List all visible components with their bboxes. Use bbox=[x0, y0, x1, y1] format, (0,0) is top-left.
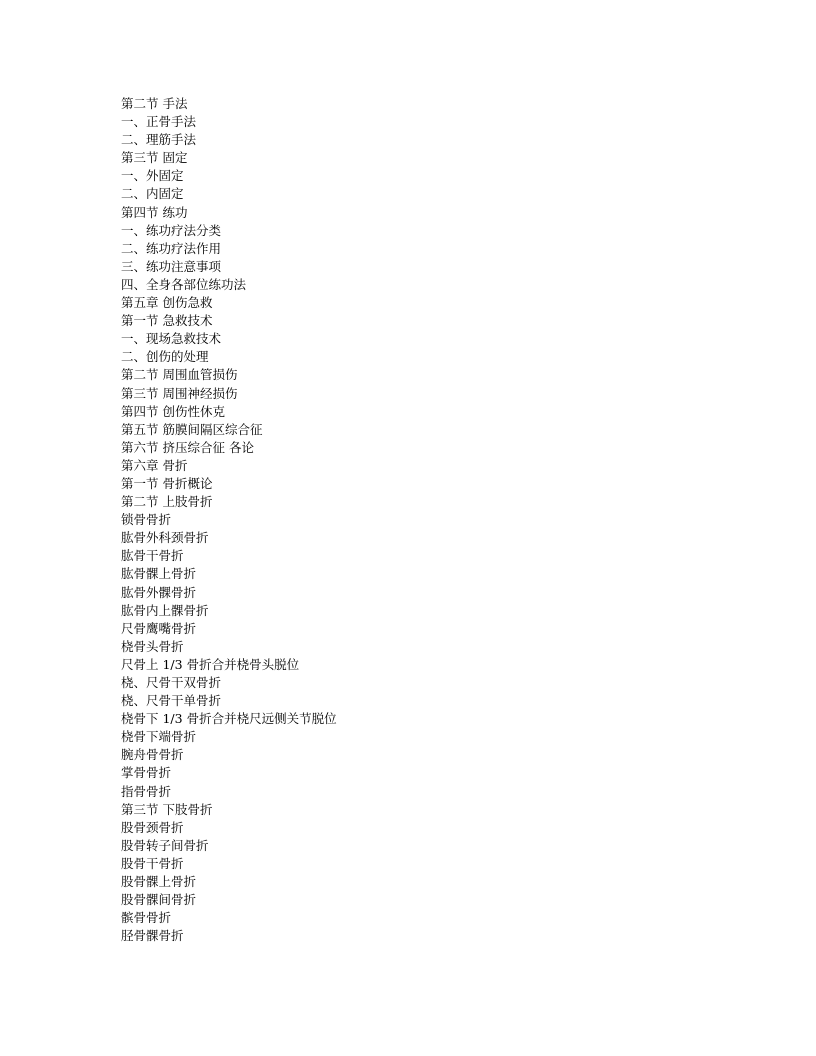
toc-line: 桡骨头骨折 bbox=[121, 638, 184, 654]
toc-line: 桡骨下端骨折 bbox=[121, 729, 197, 745]
toc-line: 肱骨髁上骨折 bbox=[121, 566, 197, 582]
toc-line: 一、外固定 bbox=[121, 168, 184, 184]
toc-line: 第二节 周围血管损伤 bbox=[121, 367, 238, 383]
toc-line: 第四节 创伤性休克 bbox=[121, 403, 225, 419]
toc-line: 肱骨内上髁骨折 bbox=[121, 602, 209, 618]
toc-line: 二、练功疗法作用 bbox=[121, 240, 222, 256]
toc-line: 四、全身各部位练功法 bbox=[121, 276, 247, 292]
toc-line: 肱骨外科颈骨折 bbox=[121, 530, 209, 546]
table-of-contents bbox=[121, 95, 337, 945]
toc-line: 第六章 骨折 bbox=[121, 457, 188, 473]
toc-line: 第二节 手法 bbox=[121, 96, 188, 111]
toc-line: 掌骨骨折 bbox=[121, 765, 172, 781]
toc-line: 第一节 急救技术 bbox=[121, 313, 213, 329]
toc-line: 桡骨下 1/3 骨折合并桡尺远侧关节脱位 bbox=[121, 711, 337, 727]
toc-line: 第四节 练功 bbox=[121, 204, 188, 220]
toc-line: 肱骨干骨折 bbox=[121, 548, 184, 564]
toc-line: 髌骨骨折 bbox=[121, 910, 172, 926]
toc-line: 第五章 创伤急救 bbox=[121, 295, 213, 311]
toc-line: 指骨骨折 bbox=[121, 783, 172, 799]
toc-line: 股骨髁间骨折 bbox=[121, 892, 197, 908]
toc-line: 一、现场急救技术 bbox=[121, 331, 222, 347]
toc-line: 桡、尺骨干双骨折 bbox=[121, 675, 222, 690]
toc-line: 第三节 周围神经损伤 bbox=[121, 385, 238, 401]
toc-line: 第五节 筋膜间隔区综合征 bbox=[121, 421, 263, 437]
toc-line: 第三节 固定 bbox=[121, 150, 188, 166]
toc-line: 桡、尺骨干单骨折 bbox=[121, 693, 222, 709]
toc-line: 二、内固定 bbox=[121, 186, 184, 202]
toc-line: 第六节 挤压综合征 各论 bbox=[121, 439, 254, 455]
toc-line: 尺骨上 1/3 骨折合并桡骨头脱位 bbox=[121, 656, 300, 672]
toc-line: 三、练功注意事项 bbox=[121, 258, 222, 274]
toc-line: 第三节 下肢骨折 bbox=[121, 801, 213, 817]
toc-line: 股骨转子间骨折 bbox=[121, 837, 209, 853]
toc-line: 二、创伤的处理 bbox=[121, 349, 209, 365]
toc-line: 一、正骨手法 bbox=[121, 114, 197, 130]
toc-line: 股骨干骨折 bbox=[121, 855, 184, 871]
toc-line: 第二节 上肢骨折 bbox=[121, 494, 213, 510]
toc-line: 股骨髁上骨折 bbox=[121, 874, 197, 890]
toc-line: 锁骨骨折 bbox=[121, 512, 172, 528]
toc-line: 第一节 骨折概论 bbox=[121, 475, 213, 491]
toc-line: 胫骨髁骨折 bbox=[121, 928, 184, 944]
toc-line: 二、理筋手法 bbox=[121, 132, 197, 148]
toc-line: 一、练功疗法分类 bbox=[121, 222, 222, 238]
toc-line: 腕舟骨骨折 bbox=[121, 747, 184, 763]
toc-line: 股骨颈骨折 bbox=[121, 819, 184, 835]
toc-line: 肱骨外髁骨折 bbox=[121, 584, 197, 600]
toc-line: 尺骨鹰嘴骨折 bbox=[121, 620, 197, 636]
